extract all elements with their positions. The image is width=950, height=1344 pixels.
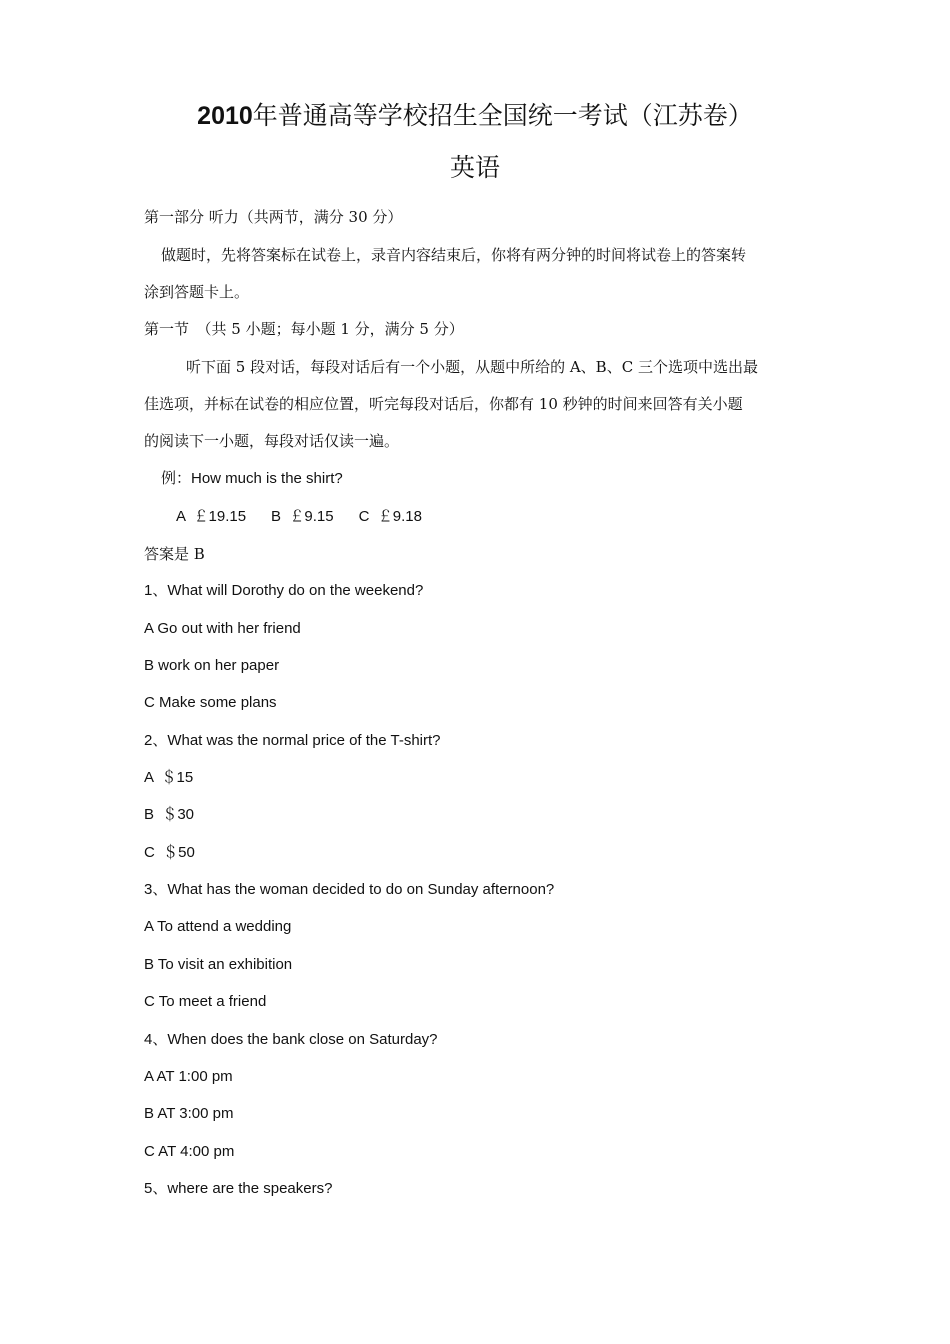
part1-instruction-line1: 做题时，先将答案标在试卷上，录音内容结束后，你将有两分钟的时间将试卷上的答案转 xyxy=(161,246,747,264)
section1-heading: 第一节 （共 5 小题；每小题 1 分，满分 5 分） xyxy=(144,320,464,338)
question-1-option-c: C Make some plans xyxy=(144,694,277,711)
question-2-option-c: C ＄50 xyxy=(144,844,195,861)
question-4-option-c: C AT 4:00 pm xyxy=(144,1143,235,1160)
question-4-stem: 4、When does the bank close on Saturday? xyxy=(144,1031,438,1048)
question-4-option-b: B AT 3:00 pm xyxy=(144,1105,234,1122)
question-1-stem: 1、What will Dorothy do on the weekend? xyxy=(144,582,424,599)
title-text: 年普通高等学校招生全国统一考试（江苏卷） xyxy=(252,101,753,130)
section1-instruction-line1: 听下面 5 段对话，每段对话后有一个小题，从题中所给的 A、B、C 三个选项中选出最 xyxy=(186,358,758,376)
question-2-option-b: B ＄30 xyxy=(144,806,195,823)
question-1-option-b: B work on her paper xyxy=(144,657,280,674)
question-3-stem: 3、What has the woman decided to do on Sunday afternoon? xyxy=(144,881,555,898)
question-4-option-a: A AT 1:00 pm xyxy=(144,1068,233,1085)
question-1-option-a: A Go out with her friend xyxy=(144,620,301,637)
example-answer: 答案是 B xyxy=(144,545,205,563)
part1-heading: 第一部分 听力（共两节，满分 30 分） xyxy=(144,208,403,226)
example-options: A ￡19.15 B ￡9.15 C ￡9.18 xyxy=(176,508,422,525)
question-5-stem: 5、where are the speakers? xyxy=(144,1180,333,1197)
example-question: 例：How much is the shirt? xyxy=(161,470,343,487)
title-year: 2010 xyxy=(197,102,253,130)
question-3-option-c: C To meet a friend xyxy=(144,993,267,1010)
section1-instruction-line2: 佳选项，并标在试卷的相应位置，听完每段对话后，你都有 10 秒钟的时间来回答有关小题 xyxy=(144,395,743,413)
part1-instruction-line2: 涂到答题卡上。 xyxy=(144,283,250,301)
exam-subject: 英语 xyxy=(449,153,500,182)
question-3-option-b: B To visit an exhibition xyxy=(144,956,293,973)
question-3-option-a: A To attend a wedding xyxy=(144,918,292,935)
exam-title xyxy=(0,96,950,136)
question-2-stem: 2、What was the normal price of the T-shirt? xyxy=(144,732,441,749)
section1-instruction-line3: 的阅读下一小题，每段对话仅读一遍。 xyxy=(144,432,400,450)
question-2-option-a: A ＄15 xyxy=(144,769,194,786)
